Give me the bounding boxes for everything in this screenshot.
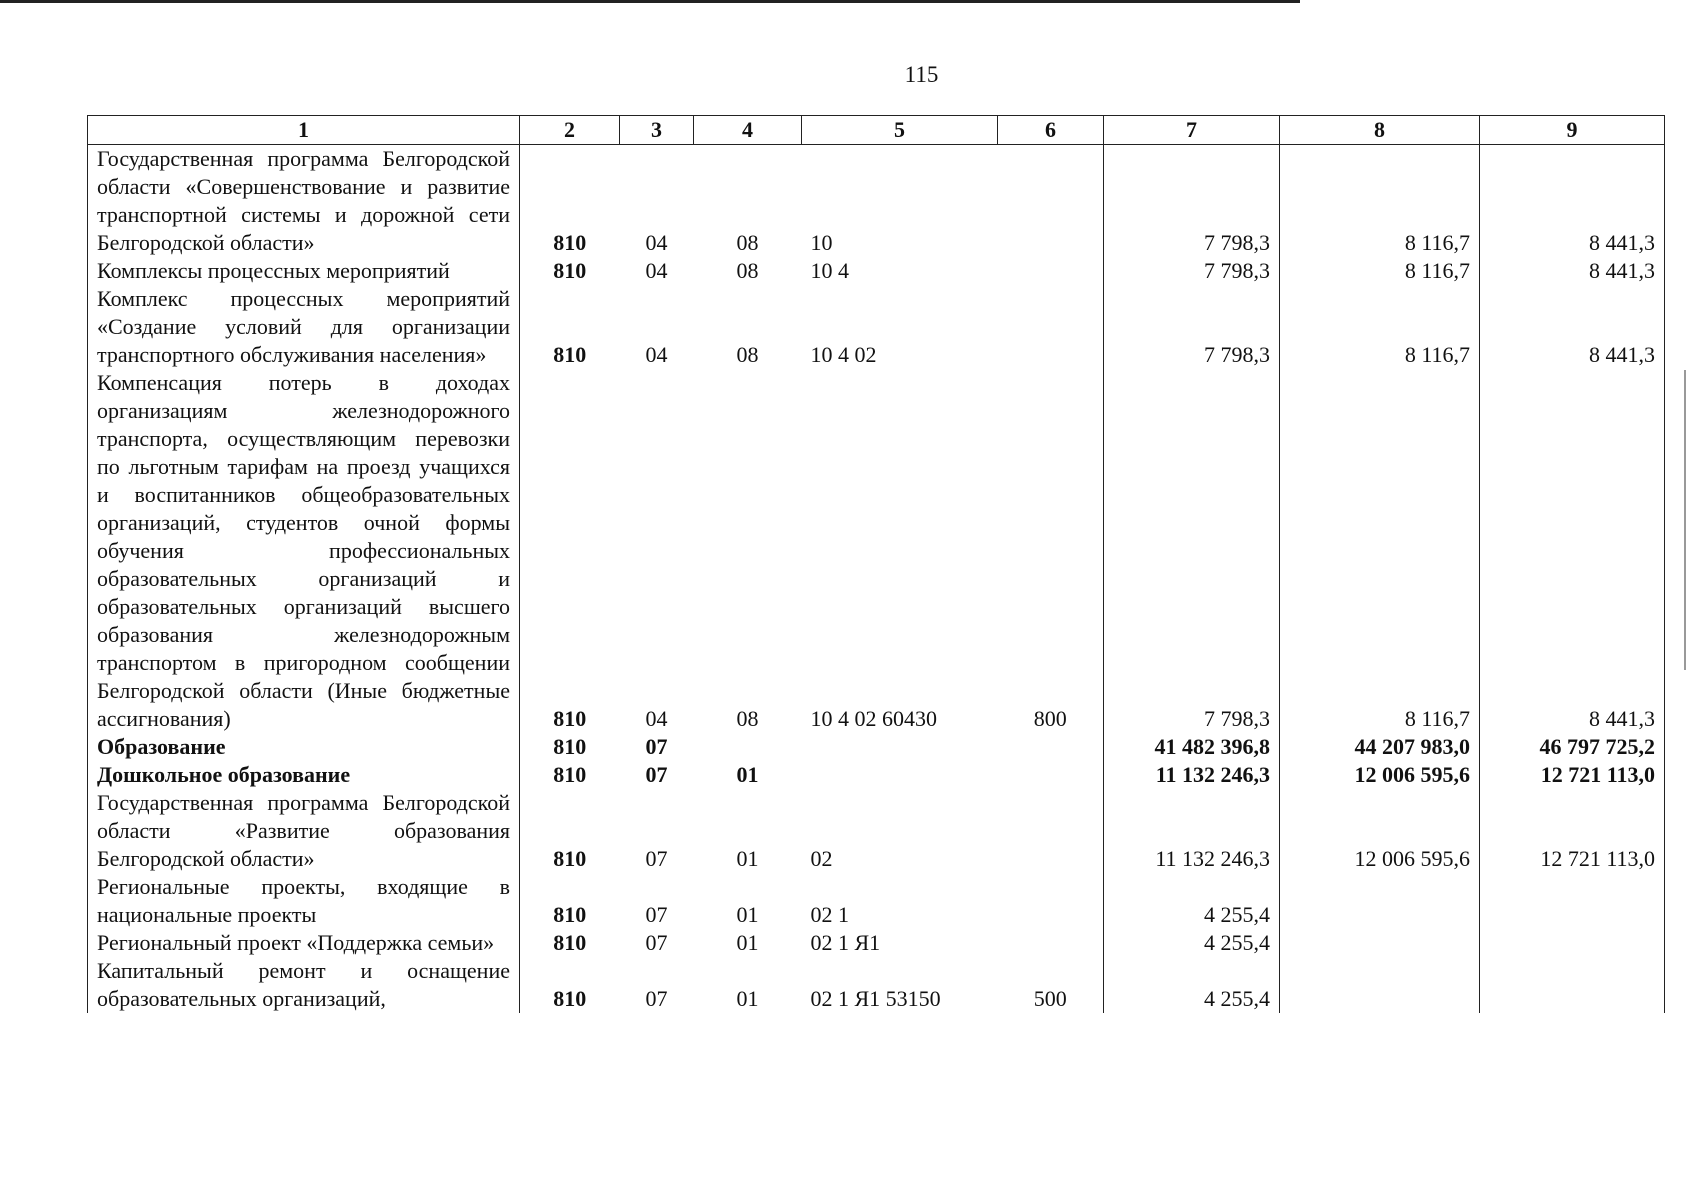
section-code: 04 bbox=[645, 706, 668, 731]
expense-type-code bbox=[998, 789, 1104, 873]
section-code: 07 bbox=[645, 930, 668, 955]
amount-col8: 8 116,7 bbox=[1280, 369, 1480, 733]
section-code: 04 bbox=[645, 342, 668, 367]
row-name: Государственная программа Белгородской области «Развитие образования Белгородской области» bbox=[88, 789, 520, 873]
row-name: Капитальный ремонт и оснащение образовательных организаций, bbox=[88, 957, 520, 1013]
amount-col8: 12 006 595,6 bbox=[1280, 789, 1480, 873]
amount-col7: 7 798,3 bbox=[1104, 257, 1280, 285]
row-name: Комплексы процессных мероприятий bbox=[88, 257, 520, 285]
amount-col9: 8 441,3 bbox=[1480, 369, 1665, 733]
table-row bbox=[88, 257, 1665, 285]
amount-col8: 44 207 983,0 bbox=[1280, 733, 1480, 761]
target-article-code: 02 bbox=[810, 846, 833, 871]
amount-col7: 11 132 246,3 bbox=[1104, 761, 1280, 789]
table-row bbox=[88, 285, 1665, 369]
grbs-code: 810 bbox=[520, 257, 620, 285]
target-article-code: 02 1 Я1 53150 bbox=[810, 986, 941, 1011]
target-article-code: 02 1 bbox=[810, 902, 849, 927]
expense-type-code: 500 bbox=[998, 957, 1104, 1013]
grbs-code: 810 bbox=[520, 789, 620, 873]
expense-type-code bbox=[998, 733, 1104, 761]
section-code: 07 bbox=[645, 902, 668, 927]
amount-col8 bbox=[1280, 957, 1480, 1013]
expense-type-code bbox=[998, 873, 1104, 929]
grbs-code: 810 bbox=[520, 761, 620, 789]
column-header: 5 bbox=[802, 116, 998, 145]
column-header: 2 bbox=[520, 116, 620, 145]
grbs-code: 810 bbox=[520, 145, 620, 258]
row-name: Региональный проект «Поддержка семьи» bbox=[88, 929, 520, 957]
subsection-code: 01 bbox=[736, 930, 759, 955]
subsection-code: 08 bbox=[736, 342, 759, 367]
subsection-code: 08 bbox=[736, 258, 759, 283]
target-article-code: 10 4 02 bbox=[810, 342, 877, 367]
amount-col7: 7 798,3 bbox=[1104, 369, 1280, 733]
top-rule bbox=[0, 0, 1300, 3]
section-code: 04 bbox=[645, 258, 668, 283]
amount-col7: 11 132 246,3 bbox=[1104, 789, 1280, 873]
section-code: 07 bbox=[645, 734, 668, 759]
row-name: Образование bbox=[88, 733, 520, 761]
amount-col8 bbox=[1280, 873, 1480, 929]
amount-col8: 8 116,7 bbox=[1280, 145, 1480, 258]
header-row bbox=[88, 116, 1665, 145]
amount-col7: 7 798,3 bbox=[1104, 285, 1280, 369]
table-row bbox=[88, 789, 1665, 873]
page-number: 115 bbox=[904, 62, 939, 87]
amount-col9 bbox=[1480, 873, 1665, 929]
target-article-code bbox=[802, 761, 998, 789]
amount-col7: 4 255,4 bbox=[1104, 929, 1280, 957]
amount-col9: 8 441,3 bbox=[1480, 285, 1665, 369]
column-header: 1 bbox=[88, 116, 520, 145]
row-name: Комплекс процессных мероприятий «Создание условий для организации транспортного обслуживания населения» bbox=[88, 285, 520, 369]
amount-col8 bbox=[1280, 929, 1480, 957]
section-code: 07 bbox=[645, 986, 668, 1011]
amount-col7: 4 255,4 bbox=[1104, 873, 1280, 929]
grbs-code: 810 bbox=[520, 957, 620, 1013]
expense-type-code bbox=[998, 257, 1104, 285]
table-row bbox=[88, 873, 1665, 929]
target-article-code: 10 bbox=[810, 230, 833, 255]
expense-type-code bbox=[998, 285, 1104, 369]
subsection-code: 08 bbox=[736, 230, 759, 255]
subsection-code: 01 bbox=[736, 986, 759, 1011]
amount-col9: 12 721 113,0 bbox=[1480, 761, 1665, 789]
grbs-code: 810 bbox=[520, 873, 620, 929]
column-header: 6 bbox=[998, 116, 1104, 145]
row-name: Региональные проекты, входящие в национальные проекты bbox=[88, 873, 520, 929]
expense-type-code: 800 bbox=[998, 369, 1104, 733]
expense-type-code bbox=[998, 929, 1104, 957]
column-header: 9 bbox=[1480, 116, 1665, 145]
amount-col7: 4 255,4 bbox=[1104, 957, 1280, 1013]
column-header: 3 bbox=[620, 116, 694, 145]
column-header: 4 bbox=[694, 116, 802, 145]
row-name: Компенсация потерь в доходах организациям железнодорожного транспорта, осуществляющим перевозки по льготным тарифам на проезд учащихся и воспитанников общеобразовательных организаций, студентов очной формы обучения профессиональных образовательных организаций и образовательных организаций высшего образования железнодорожным транспортом в пригородном сообщении Белгородской области (Иные бюджетные ассигнования) bbox=[88, 369, 520, 733]
section-code: 07 bbox=[645, 846, 668, 871]
budget-table bbox=[87, 115, 1665, 1013]
grbs-code: 810 bbox=[520, 285, 620, 369]
target-article-code: 10 4 02 60430 bbox=[810, 706, 937, 731]
column-header: 8 bbox=[1280, 116, 1480, 145]
scan-edge-line bbox=[1684, 370, 1686, 670]
section-code: 07 bbox=[645, 762, 668, 787]
column-header: 7 bbox=[1104, 116, 1280, 145]
row-name: Дошкольное образование bbox=[88, 761, 520, 789]
expense-type-code bbox=[998, 145, 1104, 258]
subsection-code bbox=[694, 733, 802, 761]
amount-col9: 8 441,3 bbox=[1480, 257, 1665, 285]
amount-col8: 12 006 595,6 bbox=[1280, 761, 1480, 789]
table-row bbox=[88, 733, 1665, 761]
grbs-code: 810 bbox=[520, 369, 620, 733]
target-article-code bbox=[802, 733, 998, 761]
amount-col8: 8 116,7 bbox=[1280, 285, 1480, 369]
table-row bbox=[88, 145, 1665, 258]
subsection-code: 08 bbox=[736, 706, 759, 731]
subsection-code: 01 bbox=[736, 846, 759, 871]
grbs-code: 810 bbox=[520, 929, 620, 957]
expense-type-code bbox=[998, 761, 1104, 789]
section-code: 04 bbox=[645, 230, 668, 255]
table-row bbox=[88, 957, 1665, 1013]
subsection-code: 01 bbox=[736, 762, 759, 787]
table-row bbox=[88, 369, 1665, 733]
amount-col7: 7 798,3 bbox=[1104, 145, 1280, 258]
table-row bbox=[88, 761, 1665, 789]
table-row bbox=[88, 929, 1665, 957]
amount-col9 bbox=[1480, 929, 1665, 957]
grbs-code: 810 bbox=[520, 733, 620, 761]
amount-col9 bbox=[1480, 957, 1665, 1013]
amount-col8: 8 116,7 bbox=[1280, 257, 1480, 285]
amount-col9: 12 721 113,0 bbox=[1480, 789, 1665, 873]
amount-col9: 8 441,3 bbox=[1480, 145, 1665, 258]
subsection-code: 01 bbox=[736, 902, 759, 927]
amount-col7: 41 482 396,8 bbox=[1104, 733, 1280, 761]
target-article-code: 02 1 Я1 bbox=[810, 930, 881, 955]
amount-col9: 46 797 725,2 bbox=[1480, 733, 1665, 761]
target-article-code: 10 4 bbox=[810, 258, 849, 283]
row-name: Государственная программа Белгородской области «Совершенствование и развитие транспортной системы и дорожной сети Белгородской области» bbox=[88, 145, 520, 258]
